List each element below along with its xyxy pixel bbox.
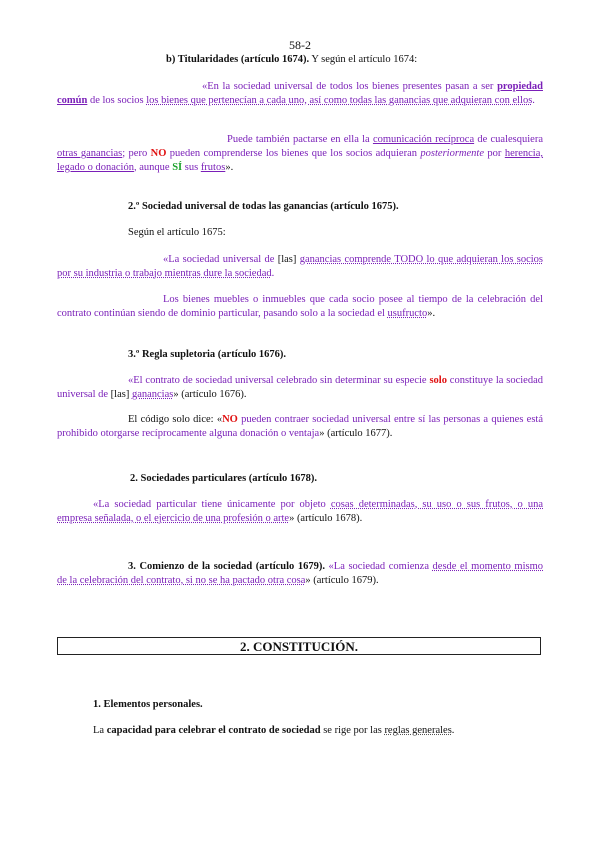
comienzo-paragraph (57, 560, 543, 588)
quote-text: » (artículo 1676). (173, 389, 247, 400)
para-underlined: herencia, legado o donación (57, 148, 544, 173)
ganancias-quote-1 (57, 253, 543, 281)
titularidades-quote (57, 80, 543, 108)
para-text: sus (182, 162, 201, 173)
quote-bracket: [las] (277, 254, 297, 265)
quote-text: «La sociedad particular tiene únicamente por objeto (93, 499, 331, 510)
quote-text: «La sociedad comienza (324, 561, 433, 572)
para-underlined: frutos (200, 162, 226, 173)
quote-text: Los bienes muebles o inmuebles que cada socio posee al tiempo de la celebración del contrato continúan siendo de dominio particular, pasando solo a la sociedad el (57, 294, 543, 319)
para-underlined: reglas generales (384, 725, 452, 736)
para-italic: posteriormente (420, 148, 484, 159)
elementos-heading: 1. Elementos personales. (93, 699, 203, 710)
para-text: pueden comprenderse los bienes que los socios adquieran (166, 148, 421, 159)
para-text: pueden contraer sociedad universal entre sí las personas a quienes está prohibido otorgarse recíprocamente alguna donación o ventaja (57, 414, 543, 439)
section-title: 2. CONSTITUCIÓN. (57, 637, 541, 655)
quote-text: de los socios (87, 95, 147, 106)
para-text: Puede también pactarse en ella la (227, 134, 373, 145)
quote-text: «La sociedad universal de (163, 254, 278, 265)
emphasis-no: NO (222, 414, 238, 425)
para-text: ; pero (122, 148, 151, 159)
quote-underlined: cosas determinadas, su uso o sus frutos, o una empresa señalada, o el ejercicio de una profesión o arte (57, 499, 543, 524)
comienzo-heading: 3. Comienzo de la sociedad (artículo 1679). (128, 561, 325, 572)
ganancias-heading: 2.º Sociedad universal de todas las ganancias (artículo 1675). (128, 201, 399, 212)
emphasis-solo: solo (429, 375, 447, 386)
para-underlined: otras ganancias (57, 148, 123, 159)
quote-text: . (271, 268, 275, 279)
para-text: se rige por las (320, 725, 385, 736)
quote-text: ». (427, 308, 436, 319)
para-text: de cualesquiera (474, 134, 543, 145)
para-bold: capacidad para celebrar el contrato de sociedad (106, 725, 321, 736)
para-text: . (451, 725, 455, 736)
titularidades-paragraph-2 (57, 133, 543, 175)
ganancias-quote-2 (57, 293, 543, 321)
particulares-heading: 2. Sociedades particulares (artículo 1678). (130, 473, 318, 484)
para-text: ». (225, 162, 234, 173)
quote-underlined: desde el momento mismo de la celebración del contrato, si no se ha pactado otra cosa (57, 561, 543, 586)
para-text: La (93, 725, 107, 736)
page-number: 58-2 (289, 38, 311, 52)
para-text: , aunque (133, 162, 173, 173)
quote-bracket: [las] (110, 389, 130, 400)
quote-underlined: ganancias comprende TODO lo que adquieran los socios por su industria o trabajo mientras dure la sociedad (57, 254, 543, 279)
quote-underlined: los bienes que pertenecían a cada uno, así como todas las ganancias que adquieran con ellos (146, 95, 533, 106)
para-text: » (artículo 1677). (319, 428, 393, 439)
quote-bold: propiedad común (57, 81, 543, 106)
heading-text: b) Titularidades (artículo 1674). (166, 54, 310, 65)
particulares-quote (57, 498, 543, 526)
quote-text: «El contrato de sociedad universal celebrado sin determinar su especie (128, 375, 430, 386)
regla-quote (57, 374, 543, 402)
para-underlined: comunicación recíproca (372, 134, 475, 145)
quote-text: constituye la sociedad universal de (57, 375, 543, 400)
para-text: El código solo dice: « (128, 414, 223, 425)
quote-underlined: ganancias (131, 389, 174, 400)
quote-underlined: usufructo (387, 308, 428, 319)
emphasis-si: SÍ (172, 162, 183, 173)
elementos-paragraph (93, 724, 543, 738)
ganancias-intro: Según el artículo 1675: (128, 227, 226, 238)
quote-text: » (artículo 1678). (289, 513, 363, 524)
regla-heading: 3.º Regla supletoria (artículo 1676). (128, 349, 287, 360)
emphasis-no: NO (150, 148, 167, 159)
heading-tail: Y según el artículo 1674: (309, 54, 418, 65)
titularidades-heading (166, 53, 556, 67)
para-text: por (484, 148, 505, 159)
quote-text: «En la sociedad universal de todos los bienes presentes pasan a ser (202, 81, 498, 92)
quote-text: » (artículo 1679). (305, 575, 379, 586)
regla-codigo (57, 413, 543, 441)
quote-text: . (532, 95, 535, 106)
